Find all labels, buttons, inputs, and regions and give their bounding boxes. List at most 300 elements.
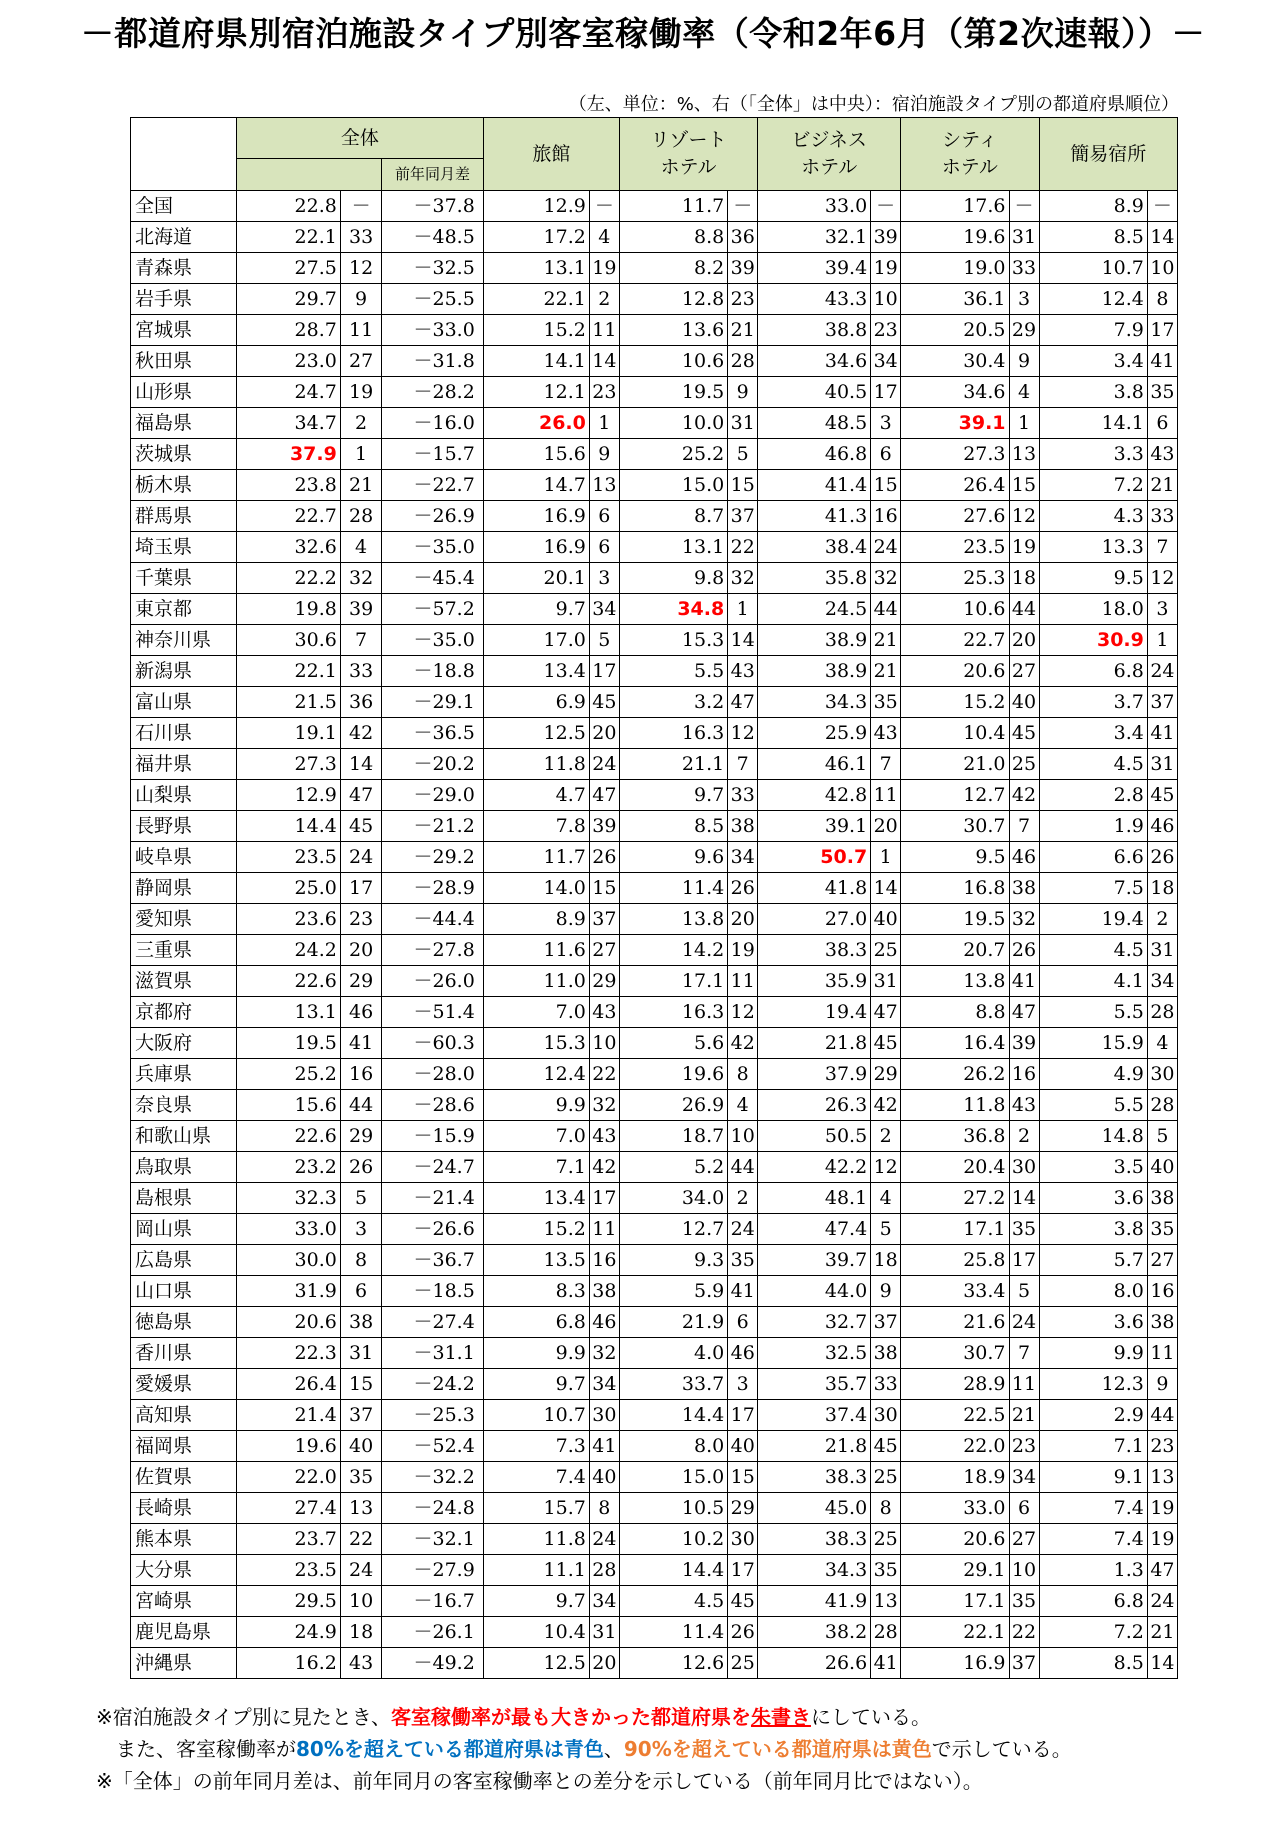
cell-tr: 40 — [340, 1431, 382, 1462]
cell-rs: 11.7 — [619, 191, 727, 222]
table-row — [131, 1183, 1178, 1214]
cell-d: －16.0 — [382, 408, 483, 439]
cell-c: 27.6 — [901, 501, 1009, 532]
cell-ryr: 26 — [589, 842, 619, 873]
cell-ry: 14.7 — [483, 470, 589, 501]
cell-rsr: 23 — [728, 284, 758, 315]
cell-cr: 2 — [1009, 1121, 1039, 1152]
cell-br: 42 — [871, 1090, 901, 1121]
cell-tr: 31 — [340, 1338, 382, 1369]
cell-sr: 26 — [1147, 842, 1177, 873]
cell-rs: 34.0 — [619, 1183, 727, 1214]
cell-b: 50.5 — [758, 1121, 871, 1152]
cell-tr: 5 — [340, 1183, 382, 1214]
cell-tr: 33 — [340, 656, 382, 687]
prefecture-name: 奈良県 — [131, 1090, 237, 1121]
cell-t: 23.5 — [237, 842, 341, 873]
cell-rs: 15.3 — [619, 625, 727, 656]
cell-rsr: 38 — [728, 811, 758, 842]
cell-cr: 23 — [1009, 1431, 1039, 1462]
prefecture-name: 鹿児島県 — [131, 1617, 237, 1648]
cell-cr: 31 — [1009, 222, 1039, 253]
table-row — [131, 966, 1178, 997]
cell-ry: 7.3 — [483, 1431, 589, 1462]
cell-d: －32.2 — [382, 1462, 483, 1493]
cell-cr: 20 — [1009, 625, 1039, 656]
prefecture-name: 静岡県 — [131, 873, 237, 904]
cell-rsr: 36 — [728, 222, 758, 253]
table-row — [131, 1059, 1178, 1090]
cell-rsr: 47 — [728, 687, 758, 718]
cell-c: 10.4 — [901, 718, 1009, 749]
cell-ryr: 28 — [589, 1555, 619, 1586]
table-row — [131, 563, 1178, 594]
cell-br: 8 — [871, 1493, 901, 1524]
cell-t: 22.8 — [237, 191, 341, 222]
cell-t: 21.4 — [237, 1400, 341, 1431]
cell-d: －31.8 — [382, 346, 483, 377]
cell-ry: 7.8 — [483, 811, 589, 842]
cell-tr: 15 — [340, 1369, 382, 1400]
cell-tr: 9 — [340, 284, 382, 315]
cell-ry: 14.1 — [483, 346, 589, 377]
cell-s: 1.3 — [1039, 1555, 1147, 1586]
cell-br: 44 — [871, 594, 901, 625]
cell-s: 7.4 — [1039, 1524, 1147, 1555]
table-row — [131, 1555, 1178, 1586]
cell-br: 7 — [871, 749, 901, 780]
cell-c: 39.1 — [901, 408, 1009, 439]
cell-rs: 12.7 — [619, 1214, 727, 1245]
cell-d: －27.8 — [382, 935, 483, 966]
cell-cr: 34 — [1009, 1462, 1039, 1493]
cell-b: 42.8 — [758, 780, 871, 811]
cell-rsr: 44 — [728, 1152, 758, 1183]
cell-c: 19.6 — [901, 222, 1009, 253]
cell-d: －48.5 — [382, 222, 483, 253]
cell-rs: 14.4 — [619, 1555, 727, 1586]
cell-c: 15.2 — [901, 687, 1009, 718]
cell-rs: 8.7 — [619, 501, 727, 532]
cell-sr: 5 — [1147, 1121, 1177, 1152]
cell-c: 16.4 — [901, 1028, 1009, 1059]
cell-cr: 37 — [1009, 1648, 1039, 1679]
cell-ry: 13.4 — [483, 1183, 589, 1214]
cell-d: －32.1 — [382, 1524, 483, 1555]
cell-ry: 10.7 — [483, 1400, 589, 1431]
cell-s: 7.1 — [1039, 1431, 1147, 1462]
cell-tr: 14 — [340, 749, 382, 780]
cell-sr: 13 — [1147, 1462, 1177, 1493]
cell-rsr: 45 — [728, 1586, 758, 1617]
cell-sr: 14 — [1147, 1648, 1177, 1679]
cell-rsr: 10 — [728, 1121, 758, 1152]
cell-ryr: 20 — [589, 718, 619, 749]
cell-ryr: 37 — [589, 904, 619, 935]
cell-br: 19 — [871, 253, 901, 284]
cell-c: 11.8 — [901, 1090, 1009, 1121]
cell-rsr: 14 — [728, 625, 758, 656]
table-row — [131, 1152, 1178, 1183]
cell-s: 8.5 — [1039, 1648, 1147, 1679]
cell-b: 34.3 — [758, 687, 871, 718]
cell-sr: 18 — [1147, 873, 1177, 904]
cell-tr: 8 — [340, 1245, 382, 1276]
cell-t: 23.6 — [237, 904, 341, 935]
cell-rs: 10.2 — [619, 1524, 727, 1555]
cell-tr: 1 — [340, 439, 382, 470]
cell-b: 38.3 — [758, 1462, 871, 1493]
cell-rs: 33.7 — [619, 1369, 727, 1400]
cell-ry: 11.7 — [483, 842, 589, 873]
cell-ry: 6.8 — [483, 1307, 589, 1338]
cell-ryr: 9 — [589, 439, 619, 470]
prefecture-name: 愛媛県 — [131, 1369, 237, 1400]
cell-ryr: 40 — [589, 1462, 619, 1493]
cell-tr: 24 — [340, 1555, 382, 1586]
cell-sr: 6 — [1147, 408, 1177, 439]
cell-rs: 8.5 — [619, 811, 727, 842]
cell-rsr: 5 — [728, 439, 758, 470]
cell-tr: 2 — [340, 408, 382, 439]
cell-tr: 11 — [340, 315, 382, 346]
cell-t: 22.7 — [237, 501, 341, 532]
cell-rs: 16.3 — [619, 718, 727, 749]
cell-br: 11 — [871, 780, 901, 811]
cell-ry: 9.9 — [483, 1338, 589, 1369]
cell-c: 34.6 — [901, 377, 1009, 408]
cell-d: －18.8 — [382, 656, 483, 687]
cell-ryr: 17 — [589, 656, 619, 687]
cell-s: 4.1 — [1039, 966, 1147, 997]
cell-sr: 35 — [1147, 377, 1177, 408]
cell-t: 26.4 — [237, 1369, 341, 1400]
table-row — [131, 1648, 1178, 1679]
cell-br: 33 — [871, 1369, 901, 1400]
cell-br: 43 — [871, 718, 901, 749]
prefecture-name: 千葉県 — [131, 563, 237, 594]
cell-c: 12.7 — [901, 780, 1009, 811]
cell-ryr: 6 — [589, 532, 619, 563]
cell-d: －52.4 — [382, 1431, 483, 1462]
cell-rs: 34.8 — [619, 594, 727, 625]
cell-rsr: 33 — [728, 780, 758, 811]
cell-c: 18.9 — [901, 1462, 1009, 1493]
cell-sr: 38 — [1147, 1183, 1177, 1214]
cell-ry: 12.5 — [483, 1648, 589, 1679]
cell-br: 25 — [871, 935, 901, 966]
table-row — [131, 718, 1178, 749]
cell-tr: 37 — [340, 1400, 382, 1431]
cell-rsr: 25 — [728, 1648, 758, 1679]
cell-rsr: 15 — [728, 470, 758, 501]
cell-br: 12 — [871, 1152, 901, 1183]
cell-ryr: 11 — [589, 1214, 619, 1245]
cell-t: 14.4 — [237, 811, 341, 842]
cell-ry: 12.9 — [483, 191, 589, 222]
cell-ry: 13.5 — [483, 1245, 589, 1276]
cell-rsr: 41 — [728, 1276, 758, 1307]
cell-br: 34 — [871, 346, 901, 377]
cell-c: 30.7 — [901, 1338, 1009, 1369]
cell-b: 37.4 — [758, 1400, 871, 1431]
cell-s: 4.5 — [1039, 935, 1147, 966]
cell-cr: 18 — [1009, 563, 1039, 594]
cell-rs: 26.9 — [619, 1090, 727, 1121]
cell-rs: 16.3 — [619, 997, 727, 1028]
prefecture-name: 宮城県 — [131, 315, 237, 346]
cell-br: 30 — [871, 1400, 901, 1431]
table-row — [131, 842, 1178, 873]
cell-d: －44.4 — [382, 904, 483, 935]
cell-sr: 4 — [1147, 1028, 1177, 1059]
table-row — [131, 935, 1178, 966]
cell-s: 4.3 — [1039, 501, 1147, 532]
prefecture-name: 愛知県 — [131, 904, 237, 935]
cell-cr: 35 — [1009, 1214, 1039, 1245]
prefecture-name: 兵庫県 — [131, 1059, 237, 1090]
cell-b: 41.9 — [758, 1586, 871, 1617]
cell-c: 26.2 — [901, 1059, 1009, 1090]
prefecture-name: 香川県 — [131, 1338, 237, 1369]
cell-c: 21.0 — [901, 749, 1009, 780]
cell-sr: 28 — [1147, 997, 1177, 1028]
cell-s: 14.8 — [1039, 1121, 1147, 1152]
cell-t: 24.2 — [237, 935, 341, 966]
cell-rs: 9.7 — [619, 780, 727, 811]
cell-ry: 15.2 — [483, 1214, 589, 1245]
cell-ryr: 46 — [589, 1307, 619, 1338]
cell-t: 19.5 — [237, 1028, 341, 1059]
cell-tr: 6 — [340, 1276, 382, 1307]
cell-b: 21.8 — [758, 1028, 871, 1059]
cell-b: 38.3 — [758, 935, 871, 966]
cell-c: 22.5 — [901, 1400, 1009, 1431]
cell-tr: 21 — [340, 470, 382, 501]
cell-sr: 27 — [1147, 1245, 1177, 1276]
cell-t: 27.5 — [237, 253, 341, 284]
cell-c: 30.7 — [901, 811, 1009, 842]
cell-b: 44.0 — [758, 1276, 871, 1307]
prefecture-name: 茨城県 — [131, 439, 237, 470]
cell-b: 41.3 — [758, 501, 871, 532]
cell-br: 21 — [871, 656, 901, 687]
cell-sr: 28 — [1147, 1090, 1177, 1121]
cell-rs: 4.0 — [619, 1338, 727, 1369]
prefecture-name: 秋田県 — [131, 346, 237, 377]
cell-b: 48.5 — [758, 408, 871, 439]
cell-s: 10.7 — [1039, 253, 1147, 284]
cell-s: 12.4 — [1039, 284, 1147, 315]
cell-ry: 9.7 — [483, 594, 589, 625]
cell-c: 25.8 — [901, 1245, 1009, 1276]
cell-sr: 23 — [1147, 1431, 1177, 1462]
footnotes — [96, 1701, 1072, 1797]
cell-c: 20.6 — [901, 656, 1009, 687]
cell-s: 7.2 — [1039, 470, 1147, 501]
table-row — [131, 1586, 1178, 1617]
cell-ryr: 27 — [589, 935, 619, 966]
cell-c: 33.0 — [901, 1493, 1009, 1524]
cell-rsr: 35 — [728, 1245, 758, 1276]
cell-sr: 33 — [1147, 501, 1177, 532]
cell-br: 13 — [871, 1586, 901, 1617]
cell-d: －15.9 — [382, 1121, 483, 1152]
cell-t: 24.7 — [237, 377, 341, 408]
cell-c: 9.5 — [901, 842, 1009, 873]
cell-b: 47.4 — [758, 1214, 871, 1245]
cell-s: 2.9 — [1039, 1400, 1147, 1431]
cell-t: 32.6 — [237, 532, 341, 563]
cell-br: 25 — [871, 1462, 901, 1493]
cell-cr: 17 — [1009, 1245, 1039, 1276]
cell-ryr: 31 — [589, 1617, 619, 1648]
cell-ry: 17.0 — [483, 625, 589, 656]
cell-t: 19.1 — [237, 718, 341, 749]
cell-sr: 24 — [1147, 656, 1177, 687]
cell-ryr: 4 — [589, 222, 619, 253]
cell-ry: 22.1 — [483, 284, 589, 315]
prefecture-name: 全国 — [131, 191, 237, 222]
cell-ry: 15.2 — [483, 315, 589, 346]
cell-b: 32.5 — [758, 1338, 871, 1369]
table-row — [131, 470, 1178, 501]
table-row — [131, 222, 1178, 253]
table-row — [131, 1462, 1178, 1493]
cell-br: 41 — [871, 1648, 901, 1679]
cell-t: 24.9 — [237, 1617, 341, 1648]
cell-ry: 12.4 — [483, 1059, 589, 1090]
cell-cr: 6 — [1009, 1493, 1039, 1524]
cell-t: 30.0 — [237, 1245, 341, 1276]
cell-br: 5 — [871, 1214, 901, 1245]
cell-rsr: 26 — [728, 1617, 758, 1648]
cell-br: 37 — [871, 1307, 901, 1338]
table-row — [131, 1338, 1178, 1369]
cell-ry: 15.7 — [483, 1493, 589, 1524]
cell-ry: 9.7 — [483, 1369, 589, 1400]
table-row — [131, 904, 1178, 935]
cell-c: 22.7 — [901, 625, 1009, 656]
cell-sr: 11 — [1147, 1338, 1177, 1369]
cell-d: －49.2 — [382, 1648, 483, 1679]
cell-b: 35.8 — [758, 563, 871, 594]
table-row — [131, 1245, 1178, 1276]
cell-b: 38.3 — [758, 1524, 871, 1555]
cell-c: 20.4 — [901, 1152, 1009, 1183]
cell-br: 15 — [871, 470, 901, 501]
cell-cr: 35 — [1009, 1586, 1039, 1617]
cell-t: 23.2 — [237, 1152, 341, 1183]
cell-s: 12.3 — [1039, 1369, 1147, 1400]
cell-cr: 7 — [1009, 1338, 1039, 1369]
cell-rs: 8.8 — [619, 222, 727, 253]
cell-ry: 9.7 — [483, 1586, 589, 1617]
cell-s: 3.6 — [1039, 1307, 1147, 1338]
cell-d: －51.4 — [382, 997, 483, 1028]
cell-cr: 33 — [1009, 253, 1039, 284]
cell-cr: 21 — [1009, 1400, 1039, 1431]
cell-sr: 24 — [1147, 1586, 1177, 1617]
cell-d: －45.4 — [382, 563, 483, 594]
table-row — [131, 997, 1178, 1028]
cell-d: －26.6 — [382, 1214, 483, 1245]
cell-br: 28 — [871, 1617, 901, 1648]
cell-t: 31.9 — [237, 1276, 341, 1307]
cell-rsr: 22 — [728, 532, 758, 563]
cell-sr: 19 — [1147, 1493, 1177, 1524]
cell-rs: 10.5 — [619, 1493, 727, 1524]
cell-s: 9.5 — [1039, 563, 1147, 594]
cell-ryr: － — [589, 191, 619, 222]
cell-b: 21.8 — [758, 1431, 871, 1462]
table-row — [131, 1214, 1178, 1245]
cell-br: 2 — [871, 1121, 901, 1152]
cell-ryr: 32 — [589, 1338, 619, 1369]
cell-t: 19.8 — [237, 594, 341, 625]
cell-br: 18 — [871, 1245, 901, 1276]
table-row — [131, 532, 1178, 563]
cell-ry: 6.9 — [483, 687, 589, 718]
cell-ryr: 17 — [589, 1183, 619, 1214]
cell-rs: 5.5 — [619, 656, 727, 687]
cell-rs: 21.1 — [619, 749, 727, 780]
prefecture-name: 広島県 — [131, 1245, 237, 1276]
cell-ryr: 32 — [589, 1090, 619, 1121]
cell-rs: 17.1 — [619, 966, 727, 997]
cell-rsr: 4 — [728, 1090, 758, 1121]
cell-br: 32 — [871, 563, 901, 594]
cell-d: －20.2 — [382, 749, 483, 780]
cell-c: 22.1 — [901, 1617, 1009, 1648]
cell-s: 6.8 — [1039, 656, 1147, 687]
cell-ryr: 20 — [589, 1648, 619, 1679]
cell-tr: 47 — [340, 780, 382, 811]
cell-cr: 19 — [1009, 532, 1039, 563]
cell-d: －27.9 — [382, 1555, 483, 1586]
cell-ry: 15.6 — [483, 439, 589, 470]
cell-d: －28.9 — [382, 873, 483, 904]
cell-ry: 14.0 — [483, 873, 589, 904]
cell-b: 32.7 — [758, 1307, 871, 1338]
cell-s: 3.8 — [1039, 1214, 1147, 1245]
prefecture-name: 岐阜県 — [131, 842, 237, 873]
cell-sr: 14 — [1147, 222, 1177, 253]
cell-s: 3.3 — [1039, 439, 1147, 470]
table-row — [131, 1400, 1178, 1431]
cell-t: 34.7 — [237, 408, 341, 439]
cell-rsr: 8 — [728, 1059, 758, 1090]
cell-rs: 14.2 — [619, 935, 727, 966]
cell-ryr: 8 — [589, 1493, 619, 1524]
prefecture-name: 山口県 — [131, 1276, 237, 1307]
cell-rsr: 9 — [728, 377, 758, 408]
cell-b: 26.3 — [758, 1090, 871, 1121]
prefecture-name: 京都府 — [131, 997, 237, 1028]
cell-d: －18.5 — [382, 1276, 483, 1307]
table-row — [131, 749, 1178, 780]
prefecture-name: 宮崎県 — [131, 1586, 237, 1617]
cell-c: 22.0 — [901, 1431, 1009, 1462]
cell-d: －26.0 — [382, 966, 483, 997]
cell-sr: 12 — [1147, 563, 1177, 594]
cell-s: 7.9 — [1039, 315, 1147, 346]
cell-ryr: 24 — [589, 1524, 619, 1555]
cell-ryr: 19 — [589, 253, 619, 284]
cell-rs: 13.1 — [619, 532, 727, 563]
cell-t: 25.2 — [237, 1059, 341, 1090]
cell-c: 23.5 — [901, 532, 1009, 563]
